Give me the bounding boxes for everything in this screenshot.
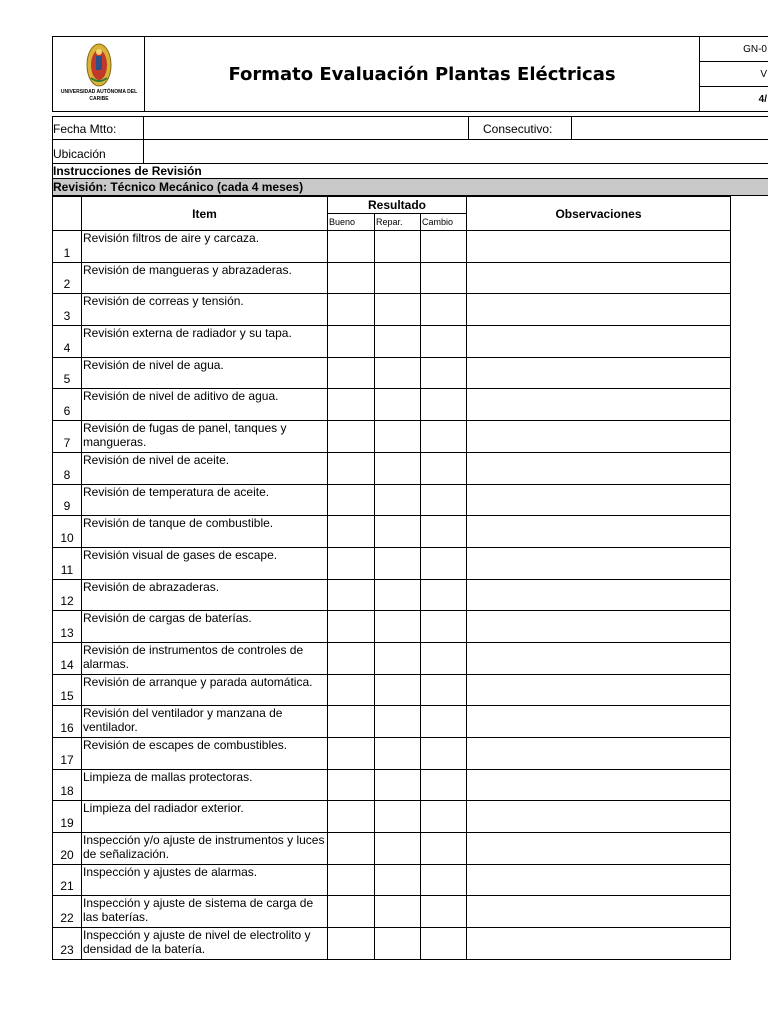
- row-number: 21: [53, 864, 82, 896]
- observaciones-cell[interactable]: [467, 484, 731, 516]
- observaciones-cell[interactable]: [467, 706, 731, 738]
- number-header: [53, 197, 82, 231]
- repar-cell[interactable]: [375, 357, 421, 389]
- observaciones-cell[interactable]: [467, 326, 731, 358]
- repar-cell[interactable]: [375, 738, 421, 770]
- row-item-text: Inspección y ajustes de alarmas.: [82, 864, 328, 896]
- row-number: 10: [53, 516, 82, 548]
- row-number: 13: [53, 611, 82, 643]
- row-item-text: Revisión de mangueras y abrazaderas.: [82, 262, 328, 294]
- document-code: GN-0: [700, 37, 768, 62]
- row-number: 16: [53, 706, 82, 738]
- observaciones-cell[interactable]: [467, 738, 731, 770]
- cambio-cell[interactable]: [421, 833, 467, 865]
- row-number: 3: [53, 294, 82, 326]
- fecha-field[interactable]: [143, 117, 468, 139]
- cambio-cell[interactable]: [421, 896, 467, 928]
- table-row: [53, 769, 731, 801]
- row-item-text: Revisión de abrazaderas.: [82, 579, 328, 611]
- table-row: [53, 801, 731, 833]
- row-item-text: Revisión de arranque y parada automática.: [82, 674, 328, 706]
- document-code-column: [699, 37, 768, 112]
- observaciones-cell[interactable]: [467, 231, 731, 263]
- bueno-cell[interactable]: [328, 611, 375, 643]
- bueno-cell[interactable]: [328, 389, 375, 421]
- table-row: [53, 896, 731, 928]
- cambio-cell[interactable]: [421, 262, 467, 294]
- row-item-text: Revisión de instrumentos de controles de alarmas.: [82, 642, 328, 674]
- observaciones-cell[interactable]: [467, 896, 731, 928]
- observaciones-cell[interactable]: [467, 864, 731, 896]
- table-row: [53, 642, 731, 674]
- revision-row: [52, 179, 768, 196]
- observaciones-cell[interactable]: [467, 357, 731, 389]
- revision-heading: Revisión: Técnico Mecánico (cada 4 meses): [53, 180, 304, 194]
- row-number: 6: [53, 389, 82, 421]
- cambio-cell[interactable]: [421, 326, 467, 358]
- item-header: Item: [82, 197, 328, 231]
- row-item-text: Revisión de nivel de aceite.: [82, 452, 328, 484]
- instrucciones-heading: Instrucciones de Revisión: [53, 164, 202, 178]
- table-row: [53, 357, 731, 389]
- cambio-cell[interactable]: [421, 769, 467, 801]
- bueno-cell[interactable]: [328, 769, 375, 801]
- row-item-text: Revisión de fugas de panel, tanques y mangueras.: [82, 421, 328, 453]
- cambio-cell[interactable]: [421, 389, 467, 421]
- form-header: [52, 36, 768, 112]
- logo-text: UNIVERSIDAD AUTÓNOMA DEL CARIBE: [60, 89, 138, 102]
- table-row: [53, 262, 731, 294]
- cambio-cell[interactable]: [421, 864, 467, 896]
- repar-cell[interactable]: [375, 294, 421, 326]
- repar-cell[interactable]: [375, 262, 421, 294]
- row-item-text: Revisión de nivel de agua.: [82, 357, 328, 389]
- table-row: [53, 833, 731, 865]
- repar-cell[interactable]: [375, 833, 421, 865]
- bueno-cell[interactable]: [328, 864, 375, 896]
- row-item-text: Revisión de cargas de baterías.: [82, 611, 328, 643]
- repar-cell[interactable]: [375, 389, 421, 421]
- cambio-cell[interactable]: [421, 801, 467, 833]
- bueno-cell[interactable]: [328, 326, 375, 358]
- repar-cell[interactable]: [375, 326, 421, 358]
- table-row: [53, 484, 731, 516]
- bueno-cell[interactable]: [328, 833, 375, 865]
- bueno-cell[interactable]: [328, 262, 375, 294]
- cambio-cell[interactable]: [421, 452, 467, 484]
- bueno-header: Bueno: [328, 214, 375, 231]
- repar-cell[interactable]: [375, 769, 421, 801]
- bueno-cell[interactable]: [328, 357, 375, 389]
- row-item-text: Revisión del ventilador y manzana de ventilador.: [82, 706, 328, 738]
- cambio-cell[interactable]: [421, 231, 467, 263]
- repar-cell[interactable]: [375, 516, 421, 548]
- observaciones-cell[interactable]: [467, 833, 731, 865]
- repar-cell[interactable]: [375, 642, 421, 674]
- cambio-cell[interactable]: [421, 547, 467, 579]
- row-number: 11: [53, 547, 82, 579]
- row-item-text: Revisión externa de radiador y su tapa.: [82, 326, 328, 358]
- observaciones-cell[interactable]: [467, 611, 731, 643]
- row-item-text: Revisión filtros de aire y carcaza.: [82, 231, 328, 263]
- bueno-cell[interactable]: [328, 674, 375, 706]
- row-item-text: Revisión de temperatura de aceite.: [82, 484, 328, 516]
- row-item-text: Revisión de nivel de aditivo de agua.: [82, 389, 328, 421]
- observaciones-cell[interactable]: [467, 389, 731, 421]
- row-item-text: Revisión de tanque de combustible.: [82, 516, 328, 548]
- row-number: 2: [53, 262, 82, 294]
- row-item-text: Revisión de correas y tensión.: [82, 294, 328, 326]
- observaciones-cell[interactable]: [467, 642, 731, 674]
- row-number: 19: [53, 801, 82, 833]
- cambio-cell[interactable]: [421, 357, 467, 389]
- repar-cell[interactable]: [375, 547, 421, 579]
- row-number: 1: [53, 231, 82, 263]
- logo-cell: [53, 37, 145, 112]
- table-row: [53, 547, 731, 579]
- bueno-cell[interactable]: [328, 579, 375, 611]
- document-date: 4/: [758, 94, 767, 105]
- row-item-text: Limpieza de mallas protectoras.: [82, 769, 328, 801]
- observaciones-header: Observaciones: [467, 197, 731, 231]
- observaciones-cell[interactable]: [467, 674, 731, 706]
- bueno-cell[interactable]: [328, 801, 375, 833]
- observaciones-cell[interactable]: [467, 294, 731, 326]
- row-item-text: Inspección y ajuste de nivel de electrolito y densidad de la batería.: [82, 928, 328, 960]
- repar-cell[interactable]: [375, 231, 421, 263]
- cambio-cell[interactable]: [421, 928, 467, 960]
- bueno-cell[interactable]: [328, 928, 375, 960]
- table-row: [53, 738, 731, 770]
- checklist-table: [52, 196, 731, 960]
- row-number: 7: [53, 421, 82, 453]
- row-number: 9: [53, 484, 82, 516]
- table-row: [53, 706, 731, 738]
- row-number: 18: [53, 769, 82, 801]
- repar-cell[interactable]: [375, 674, 421, 706]
- cambio-cell[interactable]: [421, 579, 467, 611]
- cambio-cell[interactable]: [421, 421, 467, 453]
- row-number: 23: [53, 928, 82, 960]
- table-row: [53, 674, 731, 706]
- cambio-cell[interactable]: [421, 611, 467, 643]
- cambio-cell[interactable]: [421, 484, 467, 516]
- resultado-header: Resultado: [328, 197, 467, 214]
- page-title: Formato Evaluación Plantas Eléctricas: [228, 64, 616, 85]
- table-row: [53, 928, 731, 960]
- ubicacion-row: [52, 140, 768, 164]
- university-crest-icon: [85, 42, 113, 88]
- cambio-cell[interactable]: [421, 738, 467, 770]
- repar-cell[interactable]: [375, 421, 421, 453]
- bueno-cell[interactable]: [328, 231, 375, 263]
- bueno-cell[interactable]: [328, 484, 375, 516]
- bueno-cell[interactable]: [328, 896, 375, 928]
- observaciones-cell[interactable]: [467, 801, 731, 833]
- consecutivo-field[interactable]: [571, 117, 768, 139]
- row-number: 22: [53, 896, 82, 928]
- table-row: [53, 389, 731, 421]
- row-number: 14: [53, 642, 82, 674]
- cambio-cell[interactable]: [421, 642, 467, 674]
- repar-cell[interactable]: [375, 484, 421, 516]
- repar-cell[interactable]: [375, 928, 421, 960]
- observaciones-cell[interactable]: [467, 769, 731, 801]
- row-item-text: Inspección y/o ajuste de instrumentos y luces de señalización.: [82, 833, 328, 865]
- table-row: [53, 231, 731, 263]
- observaciones-cell[interactable]: [467, 262, 731, 294]
- repar-header: Repar.: [375, 214, 421, 231]
- observaciones-cell[interactable]: [467, 516, 731, 548]
- repar-cell[interactable]: [375, 896, 421, 928]
- repar-cell[interactable]: [375, 579, 421, 611]
- observaciones-cell[interactable]: [467, 579, 731, 611]
- ubicacion-field[interactable]: [143, 140, 768, 163]
- table-row: [53, 326, 731, 358]
- observaciones-cell[interactable]: [467, 421, 731, 453]
- row-number: 5: [53, 357, 82, 389]
- fecha-row: [52, 116, 768, 140]
- table-row: [53, 611, 731, 643]
- repar-cell[interactable]: [375, 452, 421, 484]
- repar-cell[interactable]: [375, 801, 421, 833]
- observaciones-cell[interactable]: [467, 547, 731, 579]
- bueno-cell[interactable]: [328, 452, 375, 484]
- row-number: 17: [53, 738, 82, 770]
- ubicacion-label: Ubicación: [53, 147, 106, 161]
- fecha-label: Fecha Mtto:: [53, 122, 117, 136]
- row-number: 4: [53, 326, 82, 358]
- table-row: [53, 864, 731, 896]
- bueno-cell[interactable]: [328, 294, 375, 326]
- row-item-text: Limpieza del radiador exterior.: [82, 801, 328, 833]
- instrucciones-row: [52, 164, 768, 179]
- cambio-cell[interactable]: [421, 516, 467, 548]
- table-row: [53, 452, 731, 484]
- bueno-cell[interactable]: [328, 547, 375, 579]
- row-number: 15: [53, 674, 82, 706]
- repar-cell[interactable]: [375, 611, 421, 643]
- bueno-cell[interactable]: [328, 738, 375, 770]
- consecutivo-label: Consecutivo:: [468, 117, 571, 139]
- repar-cell[interactable]: [375, 864, 421, 896]
- cambio-cell[interactable]: [421, 674, 467, 706]
- row-number: 20: [53, 833, 82, 865]
- cambio-header: Cambio: [421, 214, 467, 231]
- observaciones-cell[interactable]: [467, 928, 731, 960]
- table-row: [53, 294, 731, 326]
- bueno-cell[interactable]: [328, 642, 375, 674]
- cambio-cell[interactable]: [421, 294, 467, 326]
- table-row: [53, 516, 731, 548]
- row-item-text: Inspección y ajuste de sistema de carga de las baterías.: [82, 896, 328, 928]
- row-item-text: Revisión de escapes de combustibles.: [82, 738, 328, 770]
- row-number: 12: [53, 579, 82, 611]
- bueno-cell[interactable]: [328, 516, 375, 548]
- repar-cell[interactable]: [375, 706, 421, 738]
- cambio-cell[interactable]: [421, 706, 467, 738]
- document-version: V: [700, 62, 768, 87]
- bueno-cell[interactable]: [328, 706, 375, 738]
- row-item-text: Revisión visual de gases de escape.: [82, 547, 328, 579]
- table-row: [53, 421, 731, 453]
- observaciones-cell[interactable]: [467, 452, 731, 484]
- row-number: 8: [53, 452, 82, 484]
- table-row: [53, 579, 731, 611]
- bueno-cell[interactable]: [328, 421, 375, 453]
